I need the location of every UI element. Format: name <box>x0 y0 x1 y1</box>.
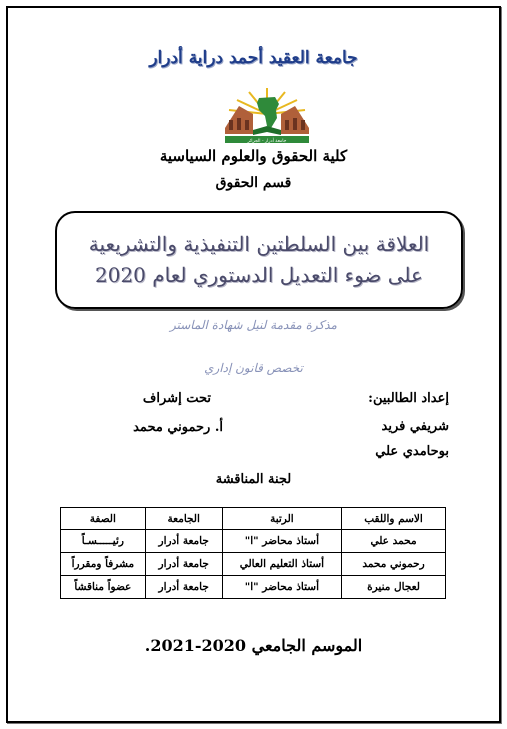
memo-subtitle: مذكرة مقدمة لنيل شهادة الماستر <box>169 318 337 332</box>
university-logo-icon <box>219 84 315 146</box>
supervisor-name: أ. رحموني محمد <box>133 420 223 435</box>
students-label: إعداد الطالبين: <box>368 391 449 406</box>
student-name: بوحامدي علي <box>375 444 449 459</box>
column-header-name: الاسم واللقب <box>342 508 446 530</box>
column-header-rank: الرتبة <box>222 508 341 530</box>
student-name: شريفي فريد <box>381 419 449 434</box>
university-name: جامعة العقيد أحمد دراية أدرار <box>149 48 358 68</box>
committee-table <box>60 507 446 599</box>
logo-caption: جامعة أدرار - الجزائر <box>247 139 287 144</box>
member-university: جامعة أدرار <box>145 553 222 576</box>
table-header-row <box>61 508 446 530</box>
member-university: جامعة أدرار <box>145 530 222 553</box>
table-row <box>61 553 446 576</box>
member-name: محمد علي <box>342 530 446 553</box>
committee-title: لجنة المناقشة <box>215 472 292 487</box>
table-row <box>61 576 446 599</box>
member-name: لعجال منيرة <box>342 576 446 599</box>
thesis-title-line-1: العلاقة بين السلطتين التنفيذية والتشريعية <box>88 232 430 256</box>
member-name: رحموني محمد <box>342 553 446 576</box>
column-header-university: الجامعة <box>145 508 222 530</box>
member-role: عضواً مناقشاً <box>61 576 146 599</box>
table-row <box>61 530 446 553</box>
thesis-title-line-2: على ضوء التعديل الدستوري لعام 2020 <box>95 263 423 287</box>
member-role: رئيـــــسـاً <box>61 530 146 553</box>
member-rank: أستاذ محاضر "ا" <box>222 530 341 553</box>
specialty-subtitle: تخصص قانون إداري <box>204 361 303 375</box>
academic-season: الموسم الجامعي 2020-2021. <box>144 636 363 655</box>
supervision-label: تحت إشراف <box>142 391 211 406</box>
member-rank: أستاذ التعليم العالي <box>222 553 341 576</box>
column-header-role: الصفة <box>61 508 146 530</box>
member-rank: أستاذ محاضر "ا" <box>222 576 341 599</box>
member-university: جامعة أدرار <box>145 576 222 599</box>
department-name: قسم الحقوق <box>215 175 292 191</box>
thesis-title-box <box>55 211 463 309</box>
member-role: مشرفاً ومقرراً <box>61 553 146 576</box>
faculty-name: كلية الحقوق والعلوم السياسية <box>159 147 348 165</box>
